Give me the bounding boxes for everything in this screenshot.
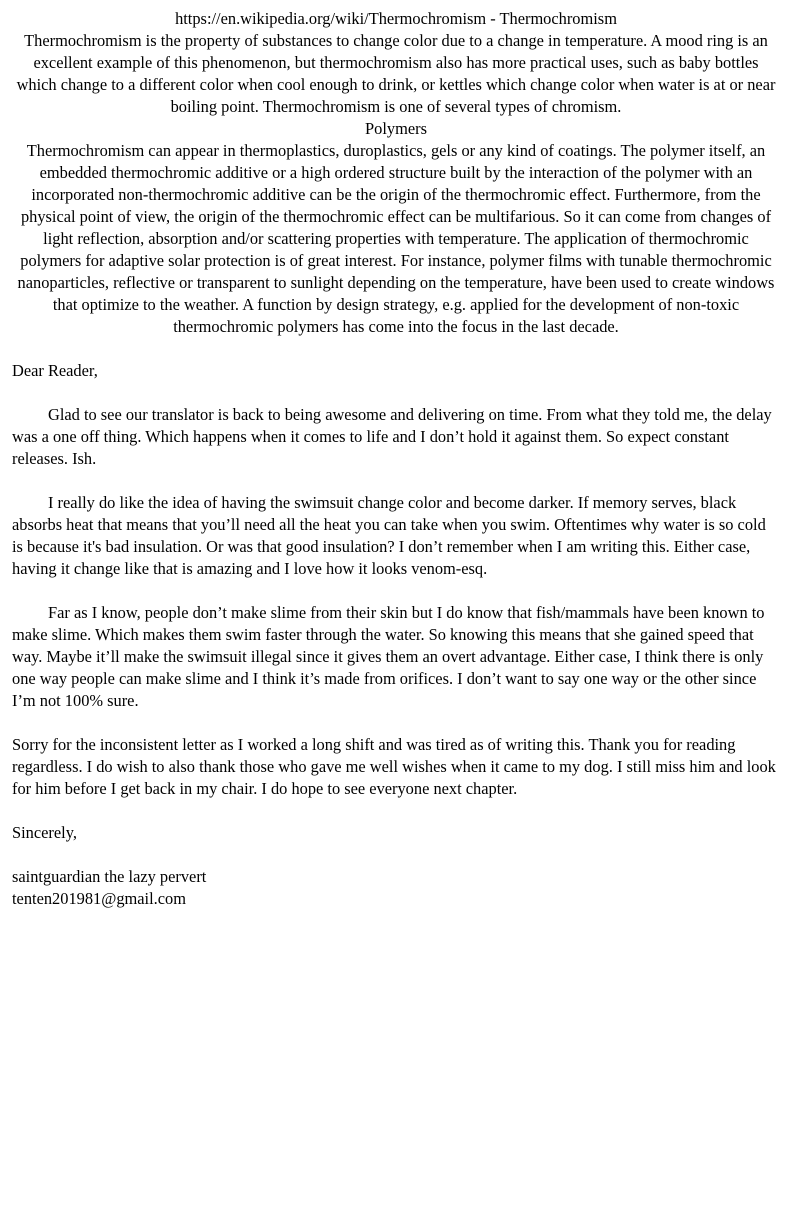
letter-paragraph-3: Far as I know, people don’t make slime from their skin but I do know that fish/mammals have been known to make slime. Which makes them swim faster through the water. So knowing this means that she gained speed that way. Maybe it’ll make the swimsuit illegal since it gives them an overt advantage. Either case, I think there is only one way people can make slime and I think it’s made from orifices. I don’t want to say one way or the other since I’m not 100% sure. [12,603,765,710]
spacer [12,844,780,866]
email-address: tenten201981@gmail.com [12,889,186,908]
spacer [12,382,780,404]
author-letter [12,360,780,910]
article-heading: https://en.wikipedia.org/wiki/Thermochromism - Thermochromism [175,9,617,28]
spacer [12,338,780,360]
spacer [12,470,780,492]
letter-paragraph-1: Glad to see our translator is back to being awesome and delivering on time. From what they told me, the delay was a one off thing. Which happens when it comes to life and I don’t hold it against them. So expect constant releases. Ish. [12,405,772,468]
letter-paragraph-2: I really do like the idea of having the swimsuit change color and become darker. If memory serves, black absorbs heat that means that you’ll need all the heat you can take when you swim. Oftentimes why water is so cold is because it's bad insulation. Or was that good insulation? I don’t remember when I am writing this. Either case, having it change like that is amazing and I love how it looks venom-esq. [12,493,766,578]
signature: saintguardian the lazy pervert [12,867,207,886]
section-body: Thermochromism can appear in thermoplastics, duroplastics, gels or any kind of coatings. The polymer itself, an embedded thermochromic additive or a high ordered structure built by the interaction of the polymer with an incorporated non-thermochromic additive can be the origin of the thermochromic effect. Furthermore, from the physical point of view, the origin of the thermochromic effect can be multifarious. So it can come from changes of light reflection, absorption and/or scattering properties with temperature. The application of thermochromic polymers for adaptive solar protection is of great interest. For instance, polymer films with tunable thermochromic nanoparticles, reflective or transparent to sunlight depending on the temperature, have been used to create windows that optimize to the weather. A function by design strategy, e.g. applied for the development of non-toxic thermochromic polymers has come into the focus in the last decade. [17,141,775,336]
letter-paragraph-4: Sorry for the inconsistent letter as I worked a long shift and was tired as of writing this. Thank you for reading regardless. I do wish to also thank those who gave me well wishes when it came to my dog. I still miss him and look for him before I get back in my chair. I do hope to see everyone next chapter. [12,735,776,798]
salutation: Dear Reader, [12,361,98,380]
section-title: Polymers [365,119,427,138]
spacer [12,712,780,734]
closing: Sincerely, [12,823,77,842]
article-intro: Thermochromism is the property of substances to change color due to a change in temperature. A mood ring is an excellent example of this phenomenon, but thermochromism also has more practical uses, such as baby bottles which change to a different color when cool enough to drink, or kettles which change color when water is at or near boiling point. Thermochromism is one of several types of chromism. [16,31,776,116]
article-excerpt [12,8,780,338]
spacer [12,800,780,822]
spacer [12,580,780,602]
